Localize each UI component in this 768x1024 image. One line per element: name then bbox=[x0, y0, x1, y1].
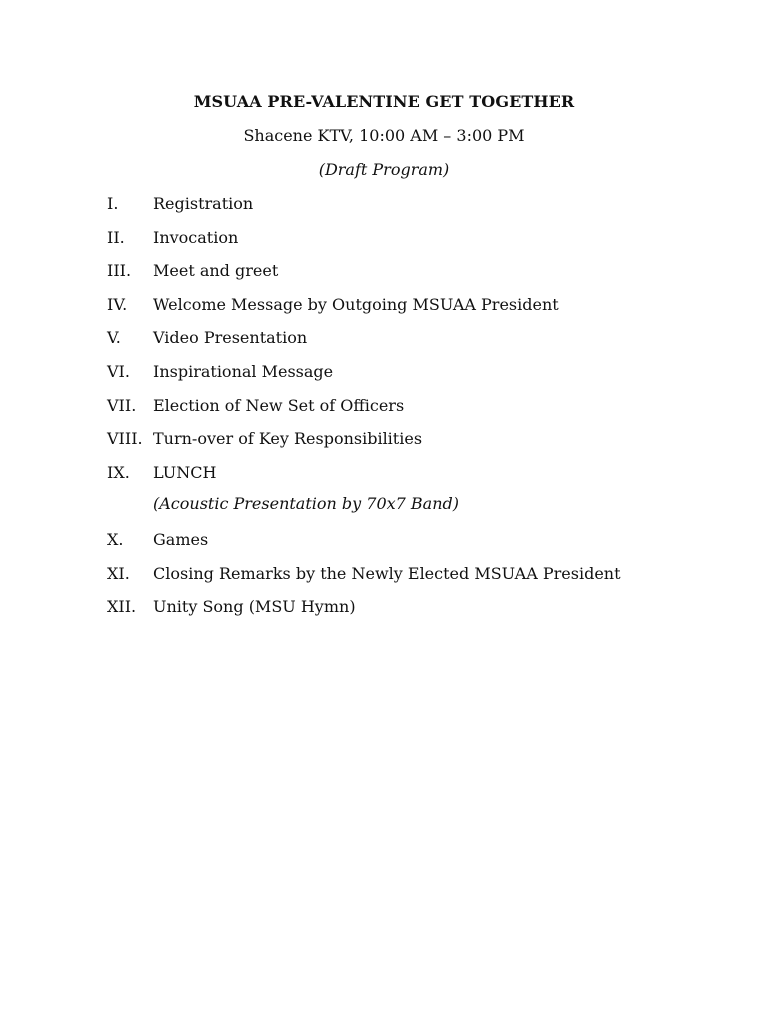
program-numeral: XII. bbox=[107, 597, 137, 617]
program-item-text: Games bbox=[153, 529, 209, 549]
program-numeral: VII. bbox=[107, 395, 137, 415]
draft-label: (Draft Program) bbox=[318, 160, 450, 179]
program-item bbox=[107, 228, 727, 262]
venue-time: Shacene KTV, 10:00 AM – 3:00 PM bbox=[243, 126, 525, 145]
program-item bbox=[107, 295, 727, 329]
program-item bbox=[107, 463, 727, 497]
program-item bbox=[107, 261, 727, 295]
program-numeral: III. bbox=[107, 261, 132, 281]
program-numeral: IX. bbox=[107, 462, 130, 482]
program-item-text: Turn-over of Key Responsibilities bbox=[153, 429, 423, 449]
program-numeral: IV. bbox=[107, 294, 128, 314]
program-numeral: VIII. bbox=[107, 429, 143, 449]
program-item-text: Video Presentation bbox=[153, 328, 308, 348]
program-item-text: Unity Song (MSU Hymn) bbox=[153, 597, 356, 617]
program-item bbox=[107, 328, 727, 362]
program-numeral: II. bbox=[107, 227, 125, 247]
program-list bbox=[107, 194, 727, 631]
program-item-text: Meet and greet bbox=[153, 261, 279, 281]
document-title: MSUAA PRE-VALENTINE GET TOGETHER bbox=[193, 92, 575, 111]
program-item-text: LUNCH bbox=[153, 462, 217, 482]
program-item bbox=[107, 564, 727, 598]
program-item-text: Election of New Set of Officers bbox=[153, 395, 405, 415]
lunch-note bbox=[107, 496, 727, 530]
program-item bbox=[107, 194, 727, 228]
program-numeral: I. bbox=[107, 194, 119, 213]
program-item bbox=[107, 597, 727, 631]
program-item-text: Registration bbox=[153, 194, 254, 213]
program-item bbox=[107, 530, 727, 564]
lunch-note-text: (Acoustic Presentation by 70x7 Band) bbox=[153, 494, 460, 514]
program-numeral: VI. bbox=[107, 361, 130, 381]
program-numeral: V. bbox=[107, 328, 121, 348]
program-numeral: XI. bbox=[107, 563, 130, 583]
program-item-text: Invocation bbox=[153, 227, 239, 247]
program-item-text: Welcome Message by Outgoing MSUAA President bbox=[153, 294, 559, 314]
program-item bbox=[107, 429, 727, 463]
program-item bbox=[107, 396, 727, 430]
program-item bbox=[107, 362, 727, 396]
program-item-text: Inspirational Message bbox=[153, 361, 334, 381]
program-numeral: X. bbox=[107, 529, 124, 549]
program-item-text: Closing Remarks by the Newly Elected MSUAA President bbox=[153, 563, 621, 583]
